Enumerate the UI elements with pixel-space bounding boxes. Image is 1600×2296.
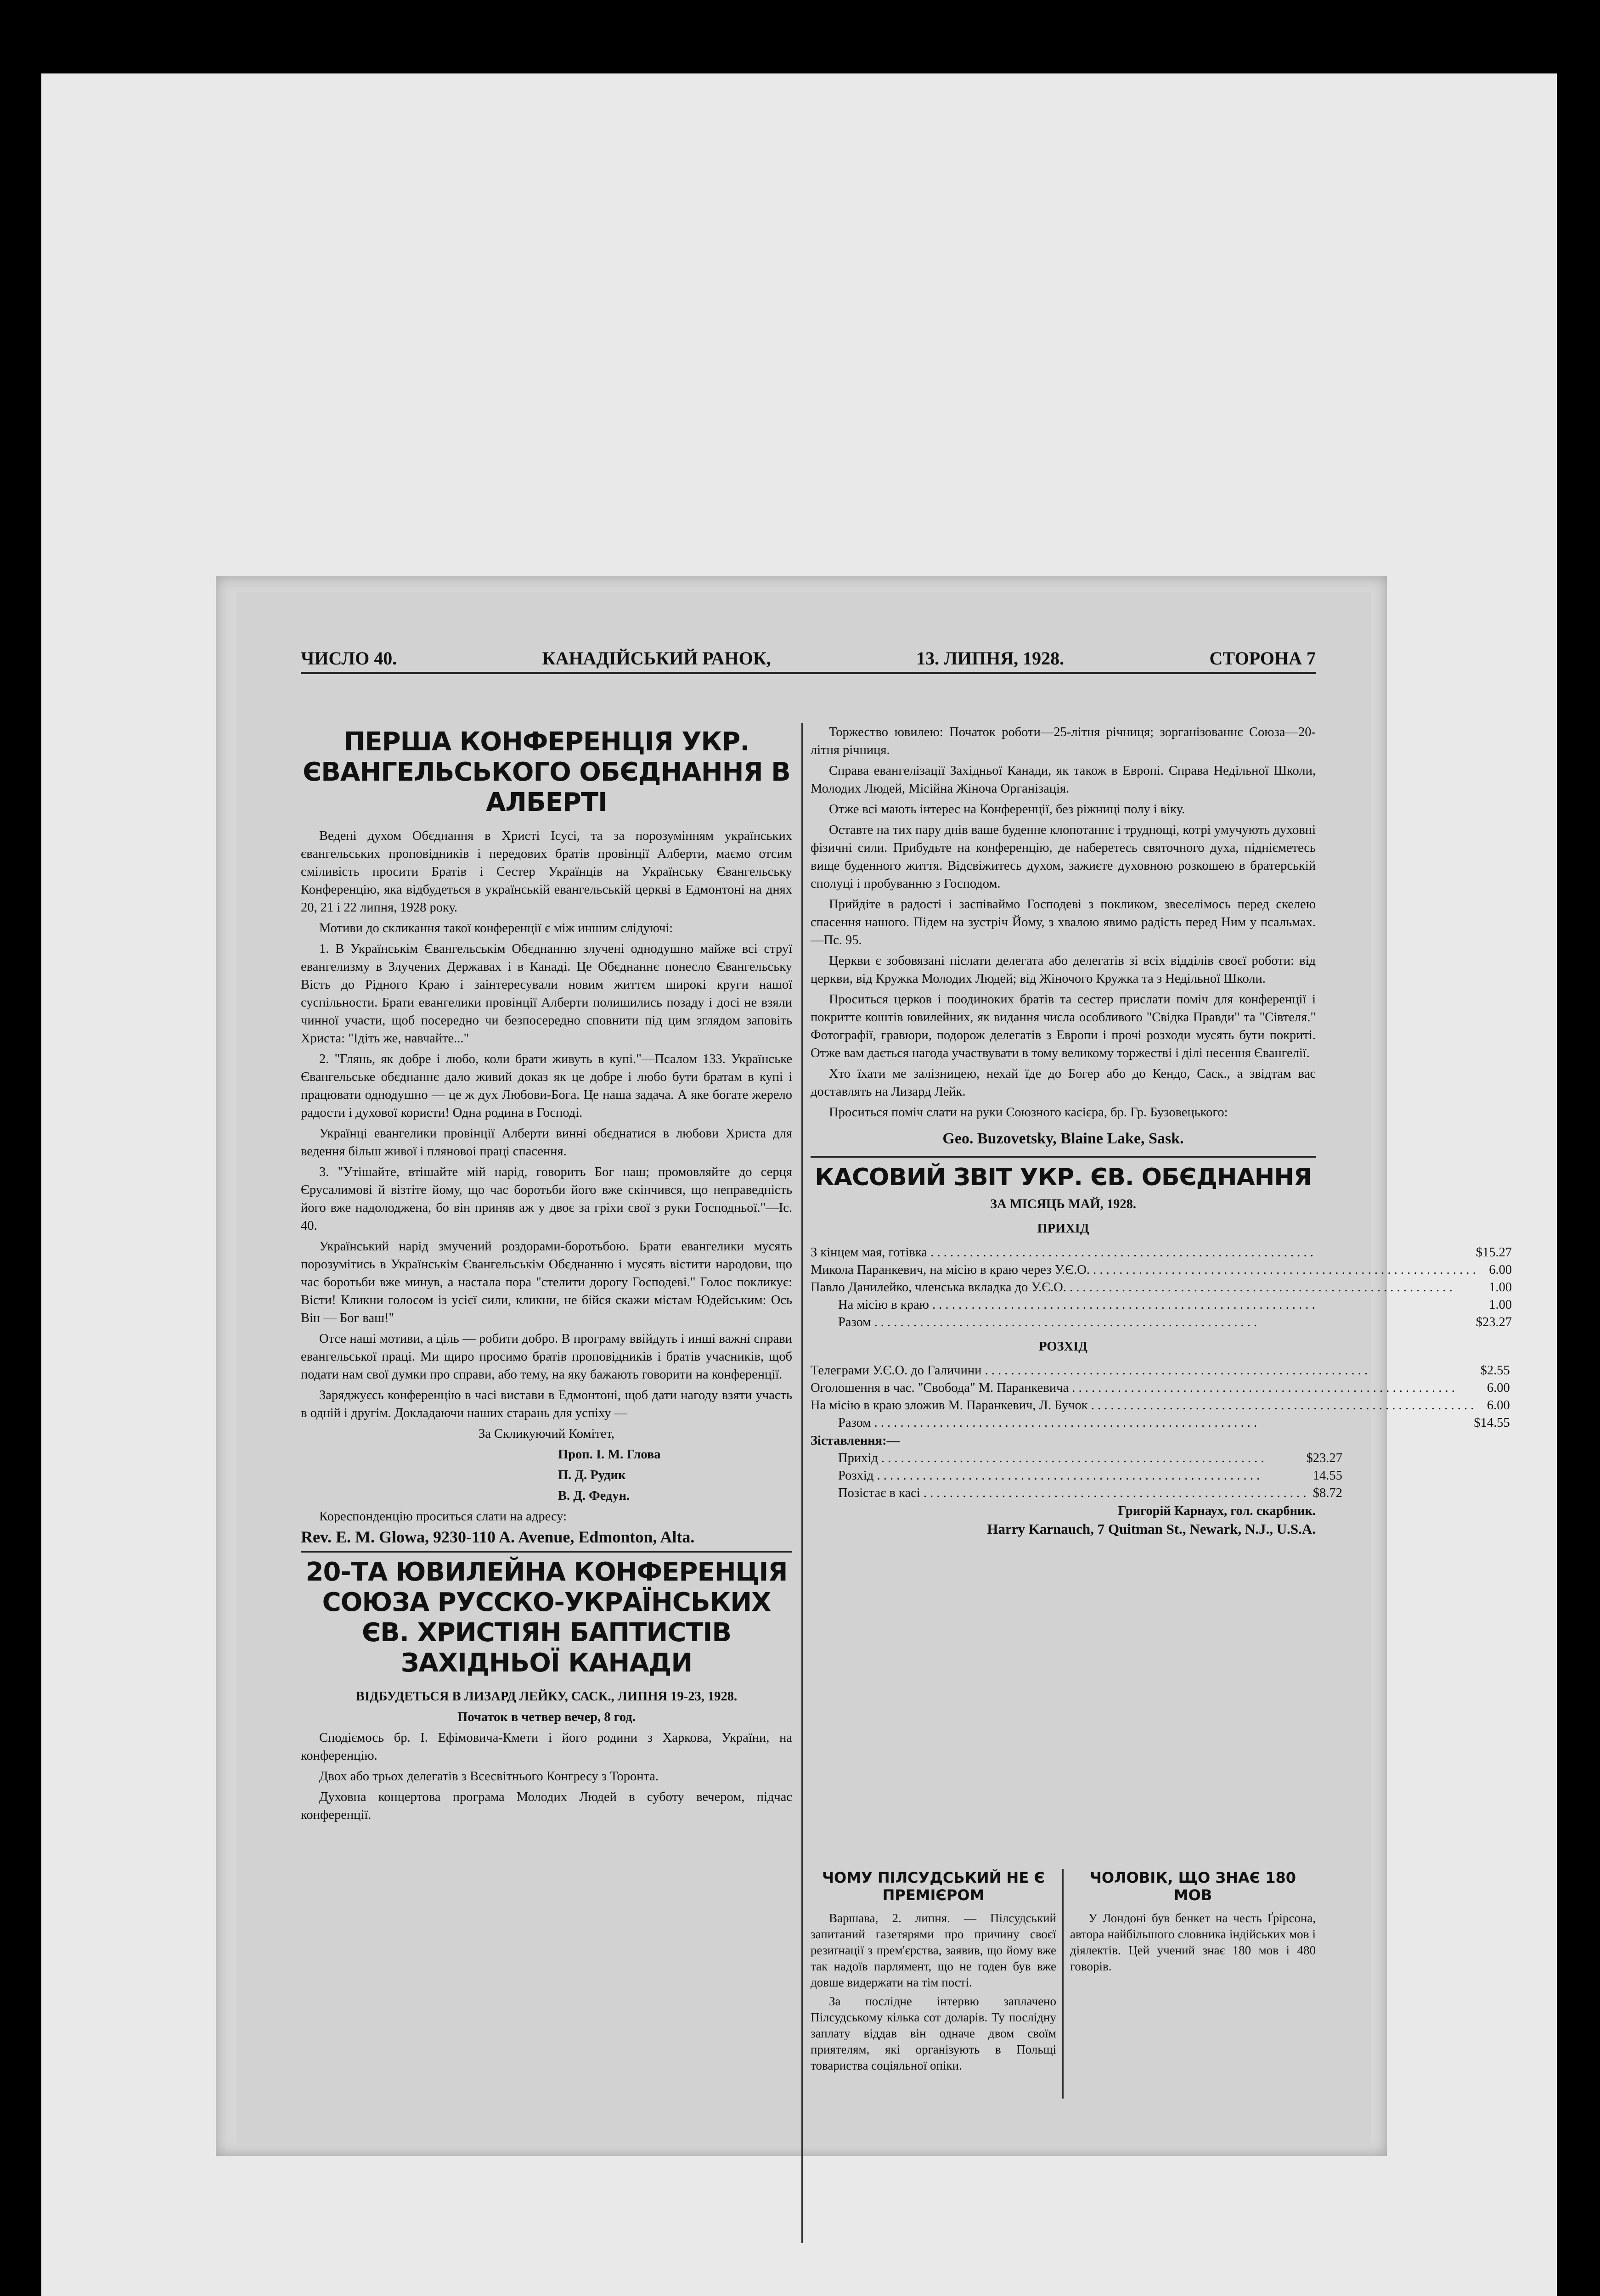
report-subtitle: ЗА МІСЯЦЬ МАЙ, 1928. — [990, 1197, 1137, 1211]
article1-paragraph: 1. В Українськім Євангельськім Обєднанню злучені однодушно майже всі струї евангелизму в Злучених Державах і в Канаді. Це Обєднаннє понесло Євангельську Вість до Рідного Краю і заінтересували новим життєм широкі круги нашої суспільности. Брати евангелики провінції Алберти полишились позаду і досі не взяли чинної участи, щоб посередно чи безпосередно сповнити під цим зглядом заповіть Христа: "Ідіть же, навчайте..." — [301, 942, 792, 1046]
article1-paragraph: 3. "Утішайте, втішайте мій нарід, говорить Бог наш; промовляйте до серця Єрусалимові й візтіте йому, що час боротьби його вже скінчився, що неправедність його вже надолоджена, бо він приняв аж у двоє за гріхи свої з руки Господньої."—Іс. 40. — [301, 1165, 792, 1233]
row-label: З кінцем мая, готівка . . . — [811, 1244, 1476, 1261]
right-column — [811, 723, 1512, 1538]
table-row — [811, 1414, 1510, 1432]
row-value: $2.55 — [1480, 1363, 1510, 1378]
row-label: Прихід . . . — [811, 1450, 1306, 1467]
row-value: $23.27 — [1306, 1451, 1342, 1465]
article1-paragraph: Заряджуєсь конференцію в часі вистави в Едмонтоні, щоб дати нагоду взяти участь в одній і другім. Докладаючи наших старань для успіху — — [301, 1388, 792, 1420]
row-value: $15.27 — [1476, 1245, 1512, 1260]
comparison-label: Зіставлення:— — [811, 1434, 900, 1448]
right-paragraph: Церкви є зобовязані післати делегата або делегатів зі всіх відділів своєї роботи: від церкви, від Кружка Молодих Людей; від Жіночого Кружка та з Недільної Школи. — [811, 954, 1316, 986]
table-row — [811, 1450, 1342, 1467]
table-row — [811, 1244, 1512, 1261]
table-row — [811, 1296, 1512, 1314]
right-paragraph: Прийдіте в радості і заспіваймо Господеві з покликом, звеселімось перед скелею спасення нашого. Підем на зустріч Йому, з хвалою явимо радість перед Ним у псальмах.—Пс. 95. — [811, 897, 1316, 947]
right-paragraph: Хто їхати ме залізницею, нехай їде до Богер або до Кендо, Саск., а звідтам вас доставлять на Лизард Лейк. — [811, 1067, 1316, 1099]
table-row — [811, 1485, 1342, 1502]
column-divider — [801, 723, 803, 2243]
row-label: Павло Данилейко, членська вкладка до У.Є.О. . . . — [811, 1279, 1476, 1296]
column-divider — [1062, 1869, 1064, 2099]
article1-paragraph: Отсе наші мотиви, а ціль — робити добро. В програму ввійдуть і инші важні справи евангельської праці. Ми щиро просимо братів проповідників і братів учасників, щоб подати нам свої думки про справи, або тему, на яку бажають говорити на конференції. — [301, 1332, 792, 1382]
signature: В. Д. Федун. — [558, 1489, 630, 1503]
right-paragraph: Справа евангелізації Західньої Канади, як також в Европі. Справа Недільної Школи, Молодих Людей, Місійна Жіноча Організація. — [811, 764, 1316, 796]
article1-paragraph: Мотиви до скликання такої конференції є між иншим слідуючі: — [319, 921, 673, 935]
table-row — [811, 1279, 1512, 1296]
row-label: Оголошення в час. "Свобода" М. Паранкевича . . . — [811, 1379, 1474, 1397]
treasurer-address: Geo. Buzovetsky, Blaine Lake, Sask. — [942, 1130, 1184, 1147]
article2-paragraph: Двох або трьох делегатів з Всесвітнього Конгресу з Торонта. — [319, 1769, 659, 1784]
article2-paragraph: Сподіємось бр. І. Ефімовича-Кмети і його родини з Харкова, України, на конференцію. — [301, 1731, 792, 1763]
news1-paragraph: За послідне інтервю заплачено Пілсудському кілька сот доларів. Ту послідну заплату віддав він одначе двом своїм приятелям, які організують в Польщі товариства соціяльної опіки. — [811, 1994, 1056, 2072]
signature: Проп. І. М. Глова — [558, 1447, 661, 1462]
row-value: 14.55 — [1313, 1469, 1342, 1483]
article1-paragraph: Український нарід змучений роздорами-боротьбою. Брати евангелики мусять порозумітись в Українськім Євангельськім Обєднанню і мусять вістити народови, що час боротьби вже минув, а настала пора "стелити дорогу Господеві." Голос покликує: Вісти! Кликни голосом із усієї сили, кликни, не бійся скажи містам Юдейським: Ось Він — Бог ваш!" — [301, 1239, 792, 1325]
row-label: Микола Паранкевич, на місію в краю через У.Є.О. . . . — [811, 1261, 1476, 1279]
income-title: ПРИХІД — [1037, 1221, 1089, 1236]
row-value: 1.00 — [1489, 1298, 1512, 1312]
paper-name: КАНАДІЙСЬКИЙ РАНОК, — [542, 648, 771, 669]
page-content — [301, 647, 1512, 2072]
row-label: Телеграми У.Є.О. до Галичини . . . — [811, 1362, 1474, 1379]
mailing-address: Rev. E. M. Glowa, 9230-110 A. Avenue, Edmonton, Alta. — [301, 1528, 695, 1546]
page-number: СТОРОНА 7 — [1209, 648, 1316, 669]
comparison-table — [811, 1450, 1342, 1502]
article-separator — [301, 1551, 792, 1553]
expense-title: РОЗХІД — [1039, 1339, 1087, 1354]
treasurer-signature: Григорій Карнаух, гол. скарбник. — [1118, 1504, 1316, 1518]
committee-label: За Скликуючий Комітет, — [478, 1427, 615, 1441]
news2-paragraph: У Лондоні був бенкет на честь Ґрірсона, автора найбільшого словника індійських мов і діялектів. Цей учений знає 180 мов і 480 говорів. — [1070, 1911, 1316, 1973]
row-value: 1.00 — [1489, 1280, 1512, 1294]
article1-title: ПЕРША КОНФЕРЕНЦІЯ УКР. ЄВАНГЕЛЬСЬКОГО ОБЄДНАННЯ В АЛБЕРТІ — [303, 727, 790, 817]
row-value: 6.00 — [1487, 1398, 1510, 1412]
row-label: Розхід . . . — [811, 1467, 1306, 1485]
right-paragraph: Проситься поміч слати на руки Союзного касієра, бр. Гр. Бузовецького: — [829, 1105, 1228, 1120]
table-row — [811, 1261, 1512, 1279]
news-column-2 — [1070, 1869, 1316, 1977]
right-paragraph: Торжество ювилею: Початок роботи—25-літня річниця; зорганізованнє Союза—20-літня річниця. — [811, 725, 1316, 757]
row-value: $14.55 — [1474, 1416, 1510, 1430]
row-label: На місію в краю . . . — [811, 1296, 1476, 1314]
row-value: 6.00 — [1489, 1263, 1512, 1277]
row-value: $23.27 — [1476, 1315, 1512, 1329]
article2-subtitle: ВІДБУДЕТЬСЯ В ЛИЗАРД ЛЕЙКУ, САСК., ЛИПНЯ 19-23, 1928. — [355, 1689, 738, 1704]
row-label: Разом . . . — [811, 1414, 1474, 1432]
article-separator — [811, 1156, 1316, 1158]
treasurer-postal-address: Harry Karnauch, 7 Quitman St., Newark, N.J., U.S.A. — [987, 1521, 1316, 1537]
row-label: Разом . . . — [811, 1314, 1476, 1331]
table-row — [811, 1314, 1512, 1331]
article1-paragraph: Ведені духом Обєднання в Христі Ісусі, та за порозумінням українських євангельських проповідників і передових братів провінції Алберти, маємо отсим сміливість просити Братів і Сестер Українців на Українську Євангельську Конференцію, яка відбудеться в українській евангельській церкві в Едмонтоні на днях 20, 21 і 22 липня, 1928 року. — [301, 829, 792, 915]
issue-date: 13. ЛИПНЯ, 1928. — [916, 648, 1065, 669]
signature: П. Д. Рудик — [558, 1468, 626, 1482]
news1-title: ЧОМУ ПІЛСУДСЬКИЙ НЕ Є ПРЕМІЄРОМ — [822, 1869, 1045, 1904]
article2-title: 20-ТА ЮВИЛЕЙНА КОНФЕРЕНЦІЯ СОЮЗА РУССКО-УКРАЇНСЬКИХ ЄВ. ХРИСТІЯН БАПТИСТІВ ЗАХІДНЬОЇ КАНАДИ — [305, 1557, 788, 1678]
news2-title: ЧОЛОВІК, ЩО ЗНАЄ 180 МОВ — [1089, 1869, 1296, 1904]
row-value: 6.00 — [1487, 1381, 1510, 1395]
report-title: КАСОВИЙ ЗВІТ УКР. ЄВ. ОБЄДНАННЯ — [815, 1164, 1312, 1191]
article1-paragraph: 2. "Глянь, як добре і любо, коли брати живуть в купі."—Псалом 133. Українське Євангельське обєднаннє дало живий доказ як це добре і любо бути братам в купі і працювати однодушно — це ж дух Любови-Бога. Це наша задача. А яке богате жерело радости і духової користи! Одна родина в Господі. — [301, 1052, 792, 1120]
expense-table — [811, 1362, 1510, 1432]
right-paragraph: Отже всі мають інтерес на Конференції, без ріжниці полу і віку. — [829, 802, 1185, 816]
row-label: Позістає в касі . . . — [811, 1485, 1306, 1502]
masthead — [301, 647, 1316, 674]
news-column-1 — [811, 1869, 1056, 2077]
right-paragraph: Проситься церков і поодиноких братів та сестер прислати поміч для конференції і покритте коштів ювилейних, як видання числа особливого "Свідка Правди" та "Сівтеля." Фотографії, гравюри, подорож делегатів з Европи і прочі розходи мусять бути покриті. Отже вам дається нагода участвувати в тому великому торжестві і ділі несення Євангелії. — [811, 992, 1316, 1060]
left-column — [301, 723, 792, 1827]
table-row — [811, 1379, 1510, 1397]
page-body — [237, 592, 1512, 2144]
article1-paragraph: Українці евангелики провінції Алберти винні обєднатися в любови Христа для ведення більш живої і пляновоі праці спасення. — [301, 1126, 792, 1159]
table-row — [811, 1362, 1510, 1379]
row-value: $8.72 — [1313, 1486, 1342, 1500]
issue-number: ЧИСЛО 40. — [301, 648, 397, 669]
article2-paragraph: Духовна концертова програма Молодих Людей в суботу вечером, підчас конференції. — [301, 1790, 792, 1822]
news1-paragraph: Варшава, 2. липня. — Пілсудський запитаний газетярями про причину своєї резиґнації з прем'єрства, заявив, що йому вже так надоїв парлямент, що не годен був вже довше видержати на тім пості. — [811, 1911, 1056, 1989]
right-paragraph: Оставте на тих пару днів ваше буденне клопотаннє і труднощі, котрі умучують духовні фізичні сили. Прибудьте на конференцію, де наберетесь святочного духа, піднієметесь вище буденного життя. Відсвіжитесь духом, зажиєте духовною розкошею в братерській сполуці і пробуванню з Господом. — [811, 823, 1316, 891]
row-label: На місію в краю зложив М. Паранкевич, Л. Бучок . . . — [811, 1397, 1474, 1414]
table-row — [811, 1397, 1510, 1414]
correspondence-note: Кореспонденцію проситься слати на адресу: — [319, 1509, 567, 1524]
income-table — [811, 1244, 1512, 1331]
table-row — [811, 1467, 1342, 1485]
article2-time: Початок в четвер вечер, 8 год. — [457, 1710, 636, 1724]
